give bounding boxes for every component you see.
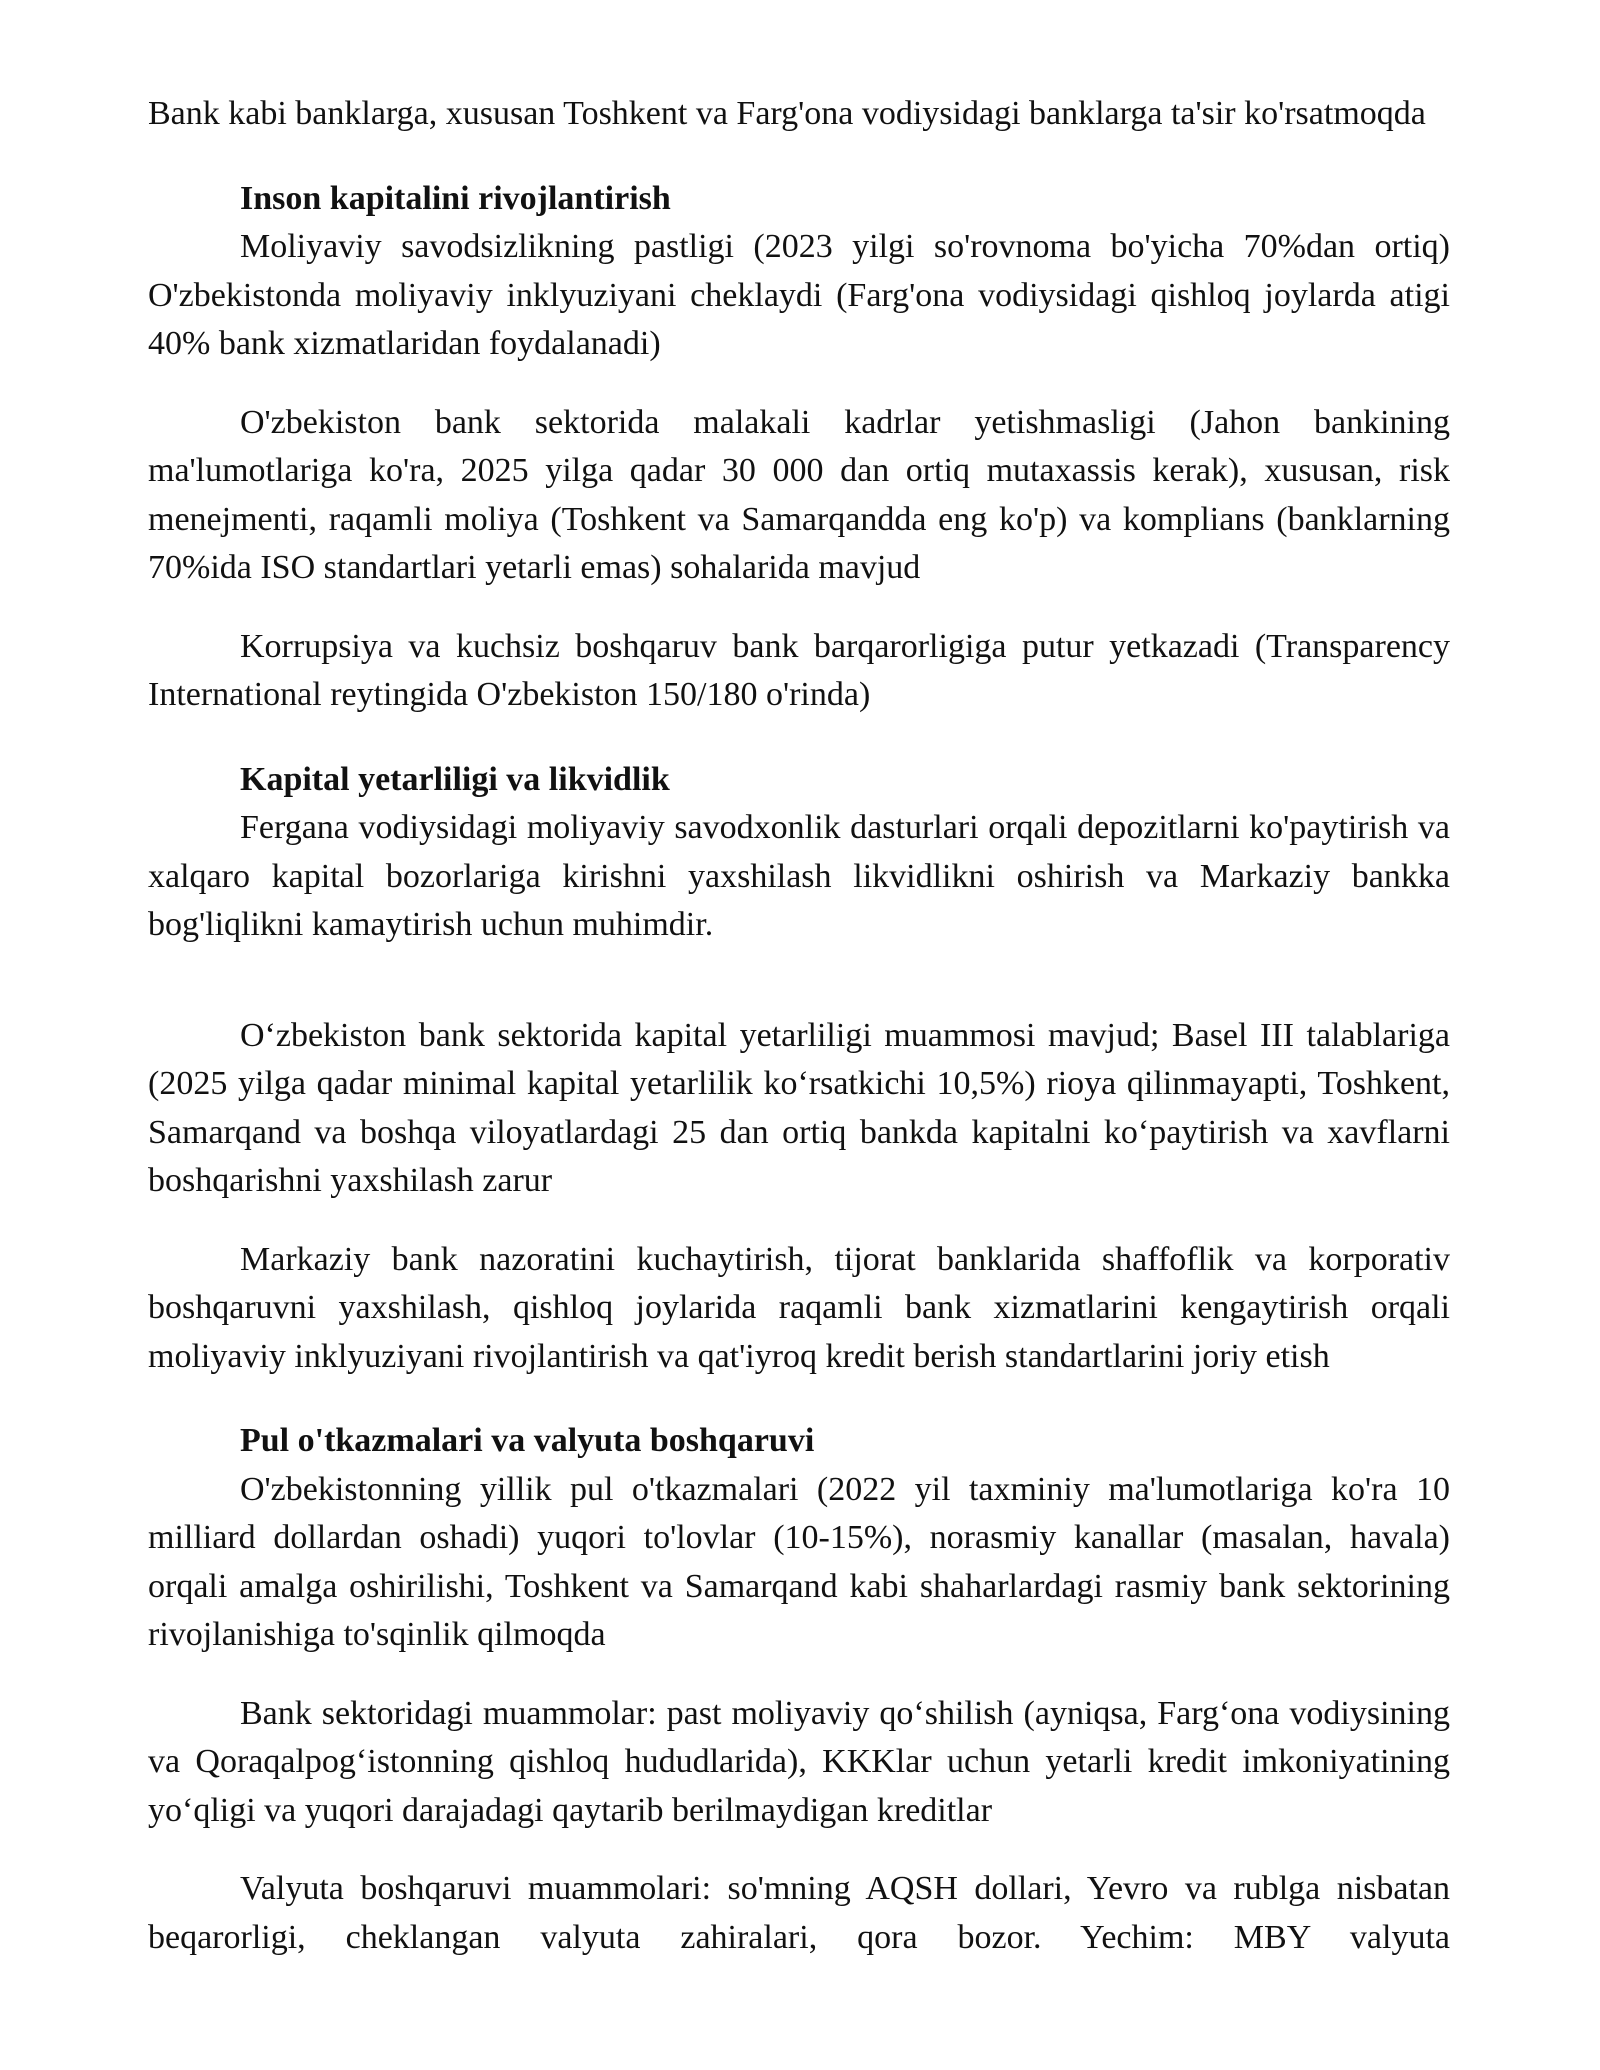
document-body — [148, 90, 1450, 1962]
paragraph-financial-literacy: Moliyaviy savodsizlikning pastligi (2023 yilgi so'rovnoma bo'yicha 70%dan ortiq) O'zbekistonda moliyaviy inklyuziyani cheklaydi (Farg'ona vodiysidagi qishloq joylarda atigi 40% bank xizmatlaridan foydalanadi) — [148, 228, 1450, 362]
paragraph-basel-iii: O‘zbekiston bank sektorida kapital yetarliligi muammosi mavjud; Basel III talablariga (2025 yilga qadar minimal kapital yetarlilik ko‘rsatkichi 10,5%) rioya qilinmayapti, Toshkent, Samarqand va boshqa viloyatlardagi 25 dan ortiq bankda kapitalni ko‘paytirish va xavflarni boshqarishni yaxshilash zarur — [148, 1016, 1450, 1199]
spacer — [148, 1660, 1450, 1690]
paragraph-central-bank-supervision: Markaziy bank nazoratini kuchaytirish, tijorat banklarida shaffoflik va korporativ boshqaruvni yaxshilash, qishloq joylarida raqamli bank xizmatlarini kengaytirish orqali moliyaviy inklyuziyani rivojlantirish va qat'iyroq kredit berish standartlarini joriy etish — [148, 1240, 1450, 1375]
spacer — [148, 1835, 1450, 1865]
paragraph-skilled-staff: O'zbekiston bank sektorida malakali kadrlar yetishmasligi (Jahon bankining ma'lumotlariga ko'ra, 2025 yilga qadar 30 000 dan ortiq mutaxassis kerak), xususan, risk menejmenti, raqamli moliya (Toshkent va Samarqandda eng ko'p) va komplians (banklarning 70%ida ISO standartlari yetarli emas) sohalarida mavjud — [148, 403, 1450, 586]
spacer — [148, 1206, 1450, 1236]
paragraph-remittances: O'zbekistonning yillik pul o'tkazmalari (2022 yil taxminiy ma'lumotlariga ko'ra 10 milliard dollardan oshadi) yuqori to'lovlar (10-15%), norasmiy kanallar (masalan, havala) orqali amalga oshirilishi, Toshkent va Samarqand kabi shaharlardagi rasmiy bank sektorining rivojlanishiga to'sqinlik qilmoqda — [148, 1470, 1450, 1653]
spacer — [148, 369, 1450, 399]
heading-human-capital: Inson kapitalini rivojlantirish — [240, 179, 671, 217]
spacer — [148, 1381, 1450, 1417]
spacer — [148, 139, 1450, 175]
spacer — [148, 950, 1450, 1012]
spacer — [148, 720, 1450, 756]
spacer — [148, 593, 1450, 623]
heading-remittances-currency: Pul o'tkazmalari va valyuta boshqaruvi — [240, 1422, 815, 1459]
paragraph-currency-management: Valyuta boshqaruvi muammolari: so'mning AQSH dollari, Yevro va rublga nisbatan beqarorligi, cheklangan valyuta zahiralari, qora bozor. Yechim: MBY valyuta — [148, 1870, 1450, 1956]
paragraph-banking-problems: Bank sektoridagi muammolar: past moliyaviy qo‘shilish (ayniqsa, Farg‘ona vodiysining va Qoraqalpog‘istonning qishloq hududlarida), KKKlar uchun yetarli kredit imkoniyatining yo‘qligi va yuqori darajadagi qaytarib berilmaydigan kreditlar — [148, 1694, 1450, 1829]
paragraph-fergana-deposits: Fergana vodiysidagi moliyaviy savodxonlik dasturlari orqali depozitlarni ko'paytirish va xalqaro kapital bozorlariga kirishni yaxshilash likvidlikni oshirish va Markaziy bankka bog'liqlikni kamaytirish uchun muhimdir. — [148, 809, 1450, 943]
paragraph-bank-impact: Bank kabi banklarga, xususan Toshkent va Farg'ona vodiysidagi banklarga ta'sir ko'rsatmoqda — [148, 95, 1426, 132]
paragraph-corruption: Korrupsiya va kuchsiz boshqaruv bank barqarorligiga putur yetkazadi (Transparency International reytingida O'zbekiston 150/180 o'rinda) — [148, 627, 1450, 713]
heading-capital-liquidity: Kapital yetarliligi va likvidlik — [240, 760, 670, 798]
